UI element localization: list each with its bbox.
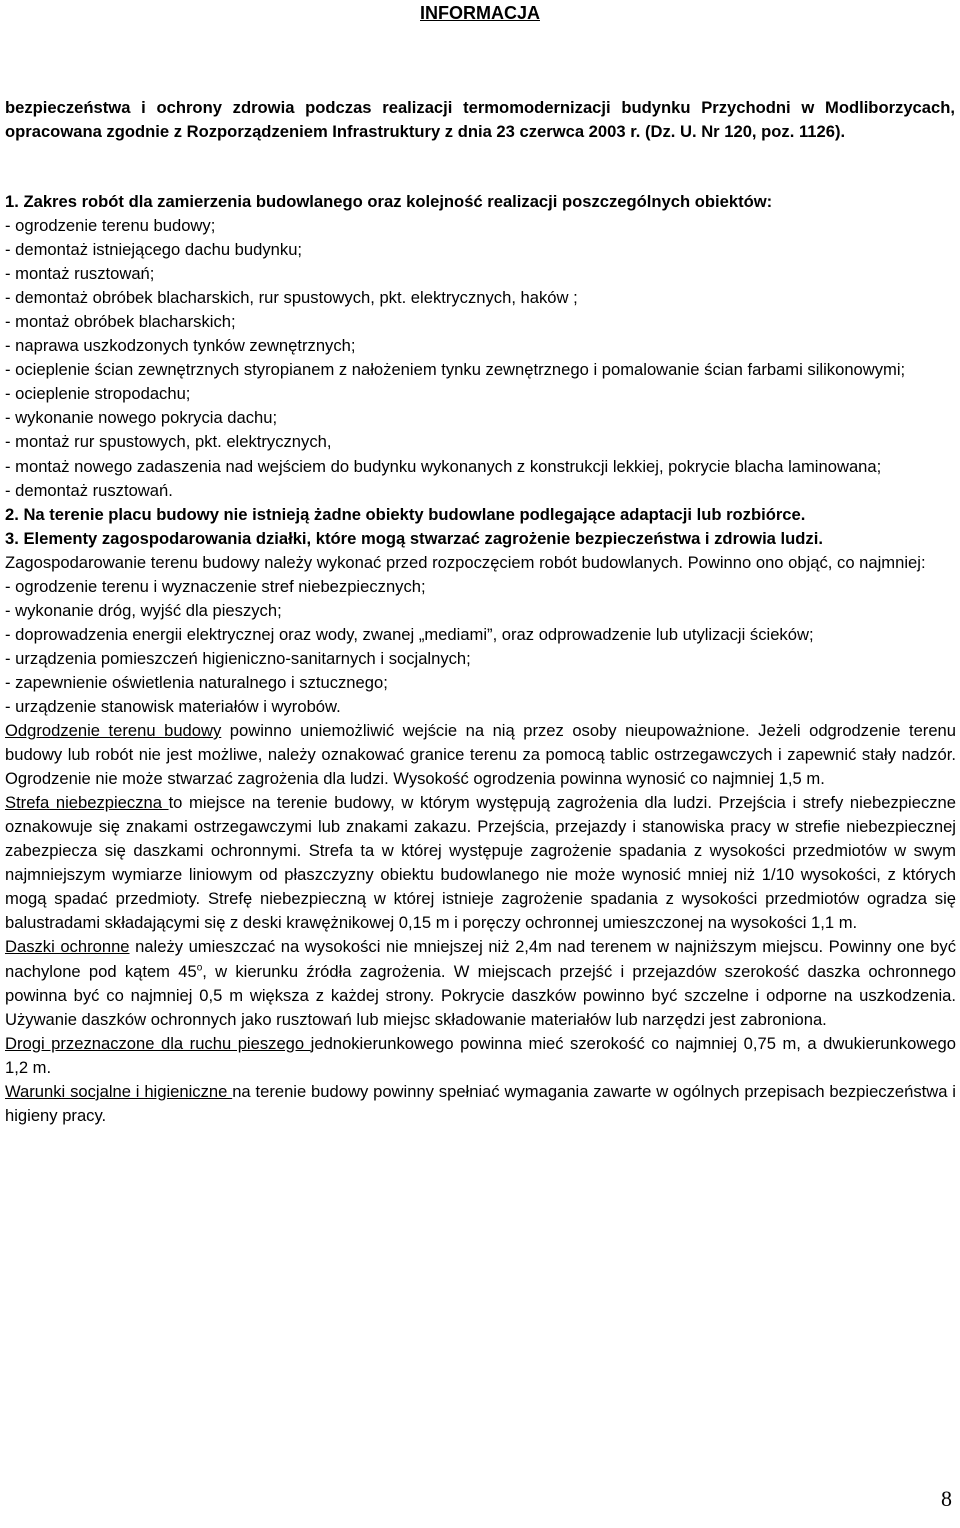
- roof-paragraph: [5, 935, 956, 1031]
- zone-text: to miejsce na terenie budowy, w którym występują zagrożenia dla ludzi. Przejścia i strefy niebezpieczne oznakowuje się znakami ostrzegawczymi lub znakami zakazu. Przejścia, przejazdy i stanowiska pracy w strefie niebezpiecznej zabezpiecza się daszkami ochronnymi. Strefa ta w której występuje zagrożenie spadania z wysokości przedmiotów w swym najmniejszym wymiarze liniowym od płaszczyzny obiektu budowlanego nie może wynosić mniej niż 1/10 wysokości, z których mogą spadać przedmioty. Strefę niebezpieczną w której istnieje zagrożenie spadania z wysokości przedmiotów ogradza się balustradami składającymi się z deski krawężnikowej 0,15 m i poręczy ochronnej umieszczonej na wysokości 1,1 m.: [5, 793, 956, 933]
- list-item: - demontaż obróbek blacharskich, rur spustowych, pkt. elektrycznych, haków ;: [5, 288, 578, 308]
- list-item: - montaż rur spustowych, pkt. elektrycznych,: [5, 432, 332, 452]
- social-paragraph: [5, 1080, 956, 1128]
- list-item: - montaż rusztowań;: [5, 264, 155, 284]
- list-item: - demontaż rusztowań.: [5, 480, 173, 500]
- fence-text: powinno uniemożliwić wejście na nią przez osoby nieupoważnione. Jeżeli odgrodzenie terenu budowy lub robót nie jest możliwe, należy oznakować granice terenu za pomocą tablic ostrzegawczych i zapewnić stały nadzór. Ogrodzenie nie może stwarzać zagrożenia dla ludzi. Wysokość ogrodzenia powinna wynosić co najmniej 1,5 m.: [5, 721, 957, 789]
- zone-term: Strefa niebezpieczna: [5, 793, 169, 813]
- social-text: na terenie budowy powinny spełniać wymagania zawarte w ogólnych przepisach bezpieczeństwa i higieny pracy.: [5, 1081, 956, 1125]
- list-item: - montaż nowego zadaszenia nad wejściem do budynku wykonanych z konstrukcji lekkiej, pokrycie blacha laminowana;: [5, 456, 882, 476]
- list-item: - wykonanie nowego pokrycia dachu;: [5, 408, 278, 428]
- road-paragraph: [5, 1032, 956, 1080]
- document-body: [5, 190, 956, 1128]
- list-item: - urządzenia pomieszczeń higieniczno-sanitarnych i socjalnych;: [5, 648, 471, 668]
- list-item: - wykonanie dróg, wyjść dla pieszych;: [5, 600, 282, 620]
- roof-text-b: , w kierunku źródła zagrożenia. W miejscach przejść i przejazdów szerokość daszka ochronnego powinna być co najmniej 0,5 m większa z każdej strony. Pokrycie daszków powinno być szczelne i odporne na uszkodzenia. Używanie daszków ochronnych jako rusztowań lub miejsc składowanie materiałów lub narzędzi jest zabroniona.: [5, 961, 956, 1029]
- zone-paragraph: [5, 791, 956, 935]
- list-item: - montaż obróbek blacharskich;: [5, 312, 236, 332]
- roof-term: Daszki ochronne: [5, 937, 130, 957]
- list-item: - urządzenie stanowisk materiałów i wyrobów.: [5, 696, 341, 716]
- list-item: - ogrodzenie terenu i wyznaczenie stref niebezpiecznych;: [5, 576, 426, 596]
- section-1-heading: 1. Zakres robót dla zamierzenia budowlanego oraz kolejność realizacji poszczególnych obiektów:: [5, 192, 773, 211]
- list-item: - ocieplenie ścian zewnętrznych styropianem z nałożeniem tynku zewnętrznego i pomalowanie ścian farbami silikonowymi;: [5, 360, 906, 380]
- list-item: - zapewnienie oświetlenia naturalnego i sztucznego;: [5, 672, 388, 692]
- document-title: INFORMACJA: [420, 3, 540, 23]
- fence-paragraph: [5, 719, 956, 791]
- list-item: - demontaż istniejącego dachu budynku;: [5, 240, 303, 260]
- road-term: Drogi przeznaczone dla ruchu pieszego: [5, 1033, 311, 1053]
- list-item: - ogrodzenie terenu budowy;: [5, 216, 216, 236]
- section-2-heading: 2. Na terenie placu budowy nie istnieją żadne obiekty budowlane podlegające adaptacji lub rozbiórce.: [5, 504, 806, 524]
- section-3-lead: Zagospodarowanie terenu budowy należy wykonać przed rozpoczęciem robót budowlanych. Powinno ono objąć, co najmniej:: [5, 552, 926, 572]
- fence-term: Odgrodzenie terenu budowy: [5, 721, 222, 741]
- social-term: Warunki socjalne i higieniczne: [5, 1081, 233, 1101]
- degree-superscript: o: [196, 961, 203, 973]
- roof-text-a: należy umieszczać na wysokości nie mniejszej niż 2,4m nad terenem w najniższym miejscu. Powinny one być nachylone pod kątem 45: [5, 937, 956, 981]
- list-item: - naprawa uszkodzonych tynków zewnętrznych;: [5, 336, 356, 356]
- list-item: - ocieplenie stropodachu;: [5, 384, 191, 404]
- list-item: - doprowadzenia energii elektrycznej oraz wody, zwanej „mediami”, oraz odprowadzenie lub utylizacji ścieków;: [5, 624, 814, 644]
- document-intro: bezpieczeństwa i ochrony zdrowia podczas realizacji termomodernizacji budynku Przychodni w Modliborzycach, opracowana zgodnie z Rozporządzeniem Infrastruktury z dnia 23 czerwca 2003 r. (Dz. U. Nr 120, poz. 1126).: [5, 98, 955, 141]
- section-3-heading: 3. Elementy zagospodarowania działki, które mogą stwarzać zagrożenie bezpieczeństwa i zdrowia ludzi.: [5, 528, 823, 548]
- page-number: 8: [941, 1486, 952, 1511]
- road-text: jednokierunkowego powinna mieć szerokość co najmniej 0,75 m, a dwukierunkowego 1,2 m.: [5, 1033, 956, 1077]
